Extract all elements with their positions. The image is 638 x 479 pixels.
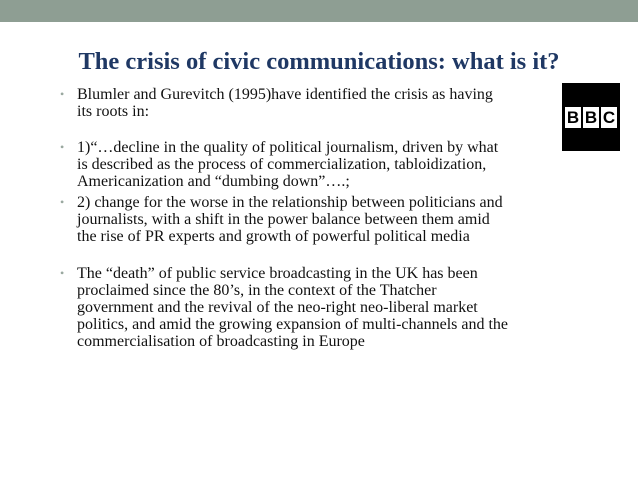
bullet-line: is described as the process of commercialization, tabloidization, [77, 156, 487, 173]
bullet-line: journalists, with a shift in the power balance between them amid [77, 211, 490, 228]
bbc-logo-letter: B [584, 107, 598, 127]
bullet-line: Americanization and “dumbing down”….; [77, 173, 350, 190]
top-accent-bar [0, 0, 638, 22]
bullet-line: the rise of PR experts and growth of powerful political media [77, 228, 470, 245]
bullet-dot-icon: • [60, 266, 65, 280]
bullet-list [57, 86, 577, 350]
bullet-line: 1)“…decline in the quality of political journalism, driven by what [77, 139, 499, 156]
bbc-logo-letter: B [566, 107, 580, 127]
bullet-item-4 [57, 265, 577, 350]
bullet-line: commercialisation of broadcasting in Europe [77, 333, 365, 350]
bullet-dot-icon: • [60, 195, 65, 209]
bullet-item-2 [57, 139, 577, 190]
bbc-logo [562, 83, 620, 151]
bullet-line: The “death” of public service broadcasting in the UK has been [77, 265, 478, 282]
bullet-item-1 [57, 86, 577, 120]
bullet-line: politics, and amid the growing expansion of multi-channels and the [77, 316, 509, 333]
bullet-line: its roots in: [77, 103, 150, 120]
bullet-line: government and the revival of the neo-right neo-liberal market [77, 299, 478, 316]
bullet-dot-icon: • [60, 87, 65, 101]
bbc-logo-letter: C [602, 107, 616, 127]
bullet-line: Blumler and Gurevitch (1995)have identified the crisis as having [77, 86, 493, 103]
bullet-line: proclaimed since the 80’s, in the context of the Thatcher [77, 282, 437, 299]
bullet-item-3 [57, 194, 577, 245]
slide-title: The crisis of civic communications: what is it? [78, 48, 560, 75]
bullet-dot-icon: • [60, 140, 65, 154]
bullet-line: 2) change for the worse in the relationship between politicians and [77, 194, 503, 211]
